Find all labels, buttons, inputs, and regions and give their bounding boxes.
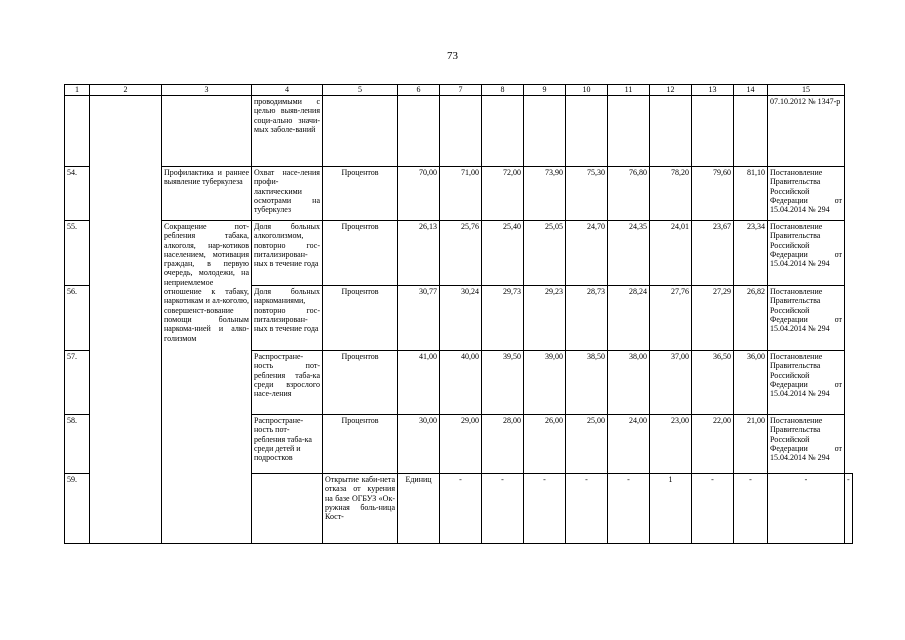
value-cell: - [768, 474, 845, 544]
value-cell: 73,90 [524, 167, 566, 221]
legal-basis-cell: 07.10.2012 № 1347-р [768, 96, 845, 167]
value-cell: - [608, 474, 650, 544]
value-cell: - [524, 474, 566, 544]
value-cell: 39,00 [524, 351, 566, 415]
col-header-6: 6 [398, 85, 440, 96]
value-cell: 26,13 [398, 221, 440, 286]
value-cell: 70,00 [398, 167, 440, 221]
value-cell [524, 96, 566, 167]
task-cell [162, 96, 252, 167]
value-cell: - [440, 474, 482, 544]
value-cell: 22,00 [692, 415, 734, 474]
value-cell: 30,24 [440, 286, 482, 351]
row-number-cell [65, 96, 90, 167]
row-number-cell: 56. [65, 286, 90, 351]
value-cell: 25,05 [524, 221, 566, 286]
value-cell [692, 96, 734, 167]
value-cell: 25,40 [482, 221, 524, 286]
value-cell: 76,80 [608, 167, 650, 221]
indicator-cell: Распростране-ность пот-ребления таба-ка среди взрослого насе-ления [252, 351, 323, 415]
legal-basis-cell: Постановление Правительства Российской Федерации от 15.04.2014 № 294 [768, 221, 845, 286]
value-cell [398, 96, 440, 167]
value-cell: 24,35 [608, 221, 650, 286]
value-cell: 23,00 [650, 415, 692, 474]
program-cell [90, 96, 162, 544]
legal-basis-cell: Постановление Правительства Российской Федерации от 15.04.2014 № 294 [768, 351, 845, 415]
value-cell: 71,00 [440, 167, 482, 221]
value-cell: 1 [650, 474, 692, 544]
value-cell [482, 96, 524, 167]
unit-cell: Процентов [323, 221, 398, 286]
legal-basis-cell: Постановление Правительства Российской Федерации от 15.04.2014 № 294 [768, 415, 845, 474]
col-header-15: 15 [768, 85, 845, 96]
task-cell: Профилактика и раннее выявление туберкулеза [162, 167, 252, 221]
value-cell: 27,76 [650, 286, 692, 351]
value-cell: 23,34 [734, 221, 768, 286]
value-cell: 28,24 [608, 286, 650, 351]
value-cell: 38,50 [566, 351, 608, 415]
value-cell: 39,50 [482, 351, 524, 415]
row-number-cell: 59. [65, 474, 90, 544]
row-number-cell: 57. [65, 351, 90, 415]
value-cell: 25,76 [440, 221, 482, 286]
unit-cell: Процентов [323, 415, 398, 474]
value-cell: - [692, 474, 734, 544]
col-header-12: 12 [650, 85, 692, 96]
col-header-14: 14 [734, 85, 768, 96]
value-cell: 30,00 [398, 415, 440, 474]
table-row [65, 167, 853, 221]
header-row [65, 85, 853, 96]
col-header-4: 4 [252, 85, 323, 96]
value-cell: 27,29 [692, 286, 734, 351]
indicator-cell: проводимыми с целью выяв-ления соци-ально значи-мых заболе-ваний [252, 96, 323, 167]
value-cell [650, 96, 692, 167]
value-cell: - [482, 474, 524, 544]
unit-cell [323, 96, 398, 167]
col-header-1: 1 [65, 85, 90, 96]
value-cell: 37,00 [650, 351, 692, 415]
table-row-continuation [65, 96, 853, 167]
col-header-5: 5 [323, 85, 398, 96]
value-cell [566, 96, 608, 167]
col-header-10: 10 [566, 85, 608, 96]
value-cell: 41,00 [398, 351, 440, 415]
indicator-cell: Доля больных наркоманиями, повторно гос-питализирован-ных в течение года [252, 286, 323, 351]
value-cell: 79,60 [692, 167, 734, 221]
value-cell: 38,00 [608, 351, 650, 415]
value-cell: 28,73 [566, 286, 608, 351]
row-number-cell: 54. [65, 167, 90, 221]
value-cell [734, 96, 768, 167]
unit-cell: Единиц [398, 474, 440, 544]
value-cell: 26,82 [734, 286, 768, 351]
row-number-cell: 55. [65, 221, 90, 286]
value-cell: 78,20 [650, 167, 692, 221]
value-cell: 29,23 [524, 286, 566, 351]
col-header-13: 13 [692, 85, 734, 96]
value-cell [608, 96, 650, 167]
value-cell: 23,67 [692, 221, 734, 286]
value-cell: 28,00 [482, 415, 524, 474]
value-cell: 36,50 [692, 351, 734, 415]
indicator-cell: Охват насе-ления профи-лактическими осмотрами на туберкулез [252, 167, 323, 221]
value-cell: - [734, 474, 768, 544]
value-cell: - [566, 474, 608, 544]
unit-cell: Процентов [323, 286, 398, 351]
value-cell: 24,01 [650, 221, 692, 286]
col-header-2: 2 [90, 85, 162, 96]
value-cell: 81,10 [734, 167, 768, 221]
value-cell: 25,00 [566, 415, 608, 474]
value-cell: 24,00 [608, 415, 650, 474]
page-number: 73 [447, 50, 458, 62]
value-cell [440, 96, 482, 167]
value-cell: 72,00 [482, 167, 524, 221]
value-cell: 21,00 [734, 415, 768, 474]
value-cell: 29,73 [482, 286, 524, 351]
unit-cell: Процентов [323, 167, 398, 221]
col-header-9: 9 [524, 85, 566, 96]
indicator-cell: Доля больных алкоголизмом, повторно гос-питализирован-ных в течение года [252, 221, 323, 286]
indicator-cell: Распростране-ность пот-ребления таба-ка среди детей и подростков [252, 415, 323, 474]
col-header-7: 7 [440, 85, 482, 96]
col-header-11: 11 [608, 85, 650, 96]
col-header-3: 3 [162, 85, 252, 96]
value-cell: 40,00 [440, 351, 482, 415]
col-header-8: 8 [482, 85, 524, 96]
value-cell: 36,00 [734, 351, 768, 415]
indicator-cell: Открытие каби-нета отказа от курения на базе ОГБУЗ «Ок-ружная боль-ница Кост- [323, 474, 398, 544]
unit-cell: Процентов [323, 351, 398, 415]
value-cell: 26,00 [524, 415, 566, 474]
row-number-cell: 58. [65, 415, 90, 474]
value-cell: 30,77 [398, 286, 440, 351]
value-cell: 24,70 [566, 221, 608, 286]
task-cell: Сокращение пот-ребления табака, алкоголя, нар-котиков населением, мотивация граждан, в первую очередь, молодежи, на неприемлемое отношение к табаку, наркотикам и ал-коголю, совершенст-вование помощи больным наркома-нией и алко-голизмом [162, 221, 252, 544]
value-cell: 75,30 [566, 167, 608, 221]
table-row [65, 221, 853, 286]
legal-basis-cell: Постановление Правительства Российской Федерации от 15.04.2014 № 294 [768, 167, 845, 221]
indicators-table [64, 84, 853, 544]
legal-basis-cell: - [845, 474, 853, 544]
legal-basis-cell: Постановление Правительства Российской Федерации от 15.04.2014 № 294 [768, 286, 845, 351]
value-cell: 29,00 [440, 415, 482, 474]
task-cell [252, 474, 323, 544]
